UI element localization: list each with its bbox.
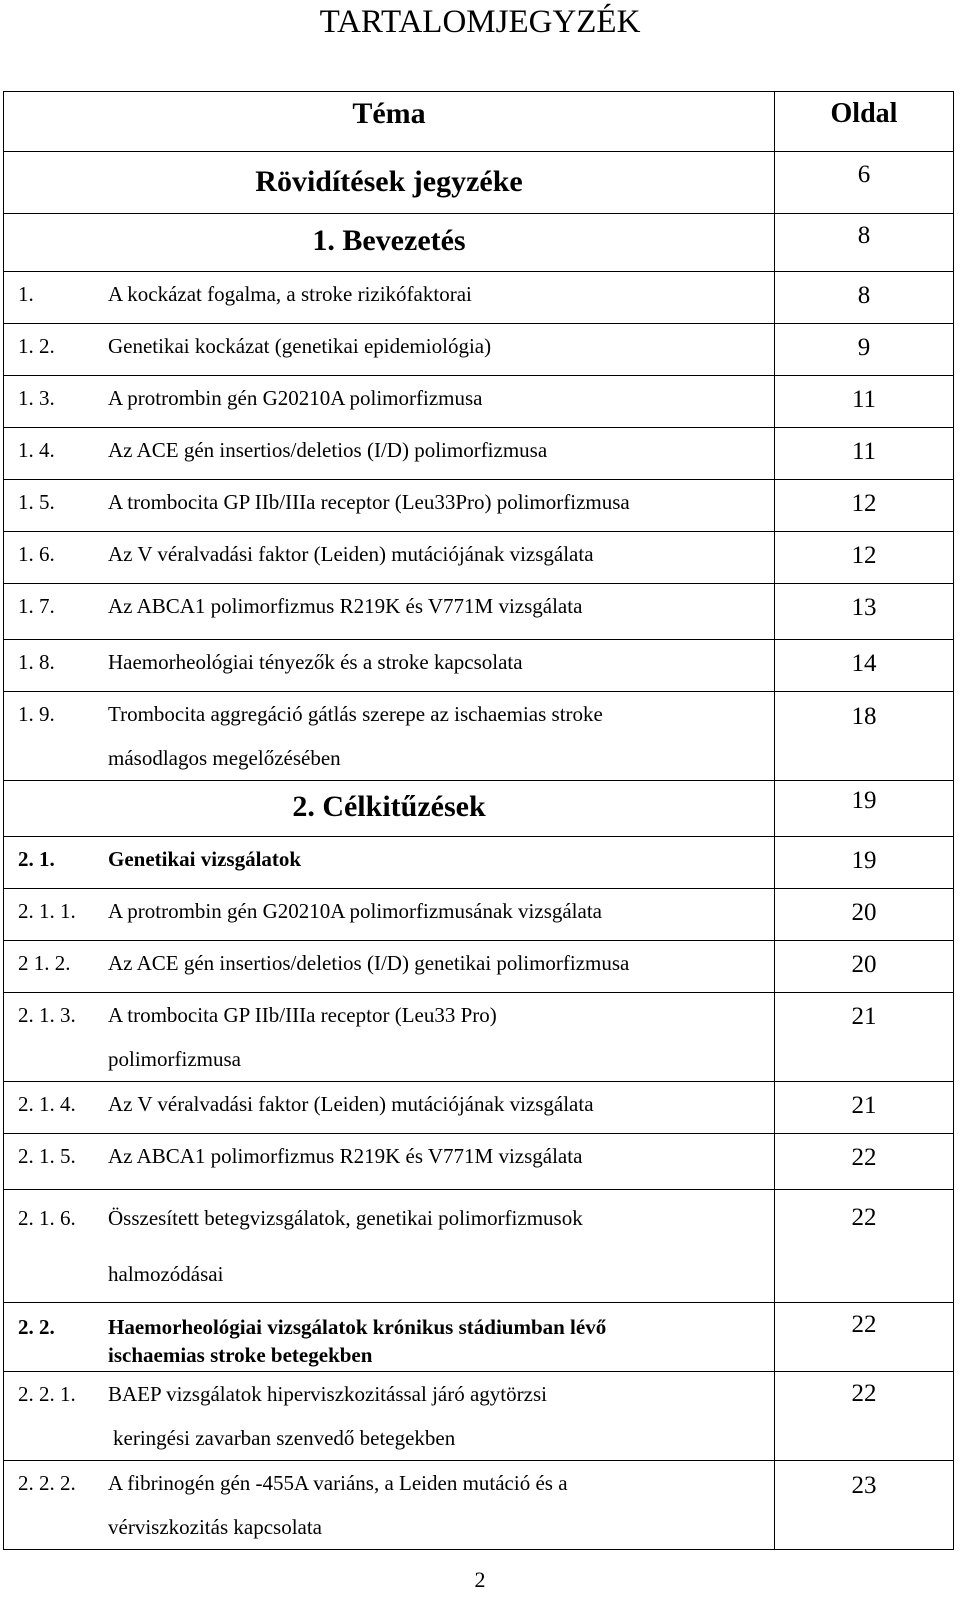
entry-page: [775, 889, 954, 941]
page-value: 19: [851, 787, 877, 814]
entry-text-line2: polimorfizmusa: [108, 1047, 241, 1071]
entry-text-line1: A fibrinogén gén -455A variáns, a Leiden mutáció és a: [108, 1471, 568, 1495]
entry-code: 2. 1. 6.: [18, 1206, 76, 1230]
entry-text: Az ACE gén insertios/deletios (I/D) genetikai polimorfizmusa: [108, 951, 630, 975]
entry-text-line1: Haemorheológiai vizsgálatok krónikus stádiumban lévő: [108, 1315, 607, 1339]
entry-page: [775, 1461, 954, 1550]
entry-text: [108, 1461, 774, 1549]
page-value: 22: [851, 1380, 877, 1407]
toc-entry-row: [4, 480, 954, 532]
page-value: 9: [857, 334, 871, 361]
entry-code: 2. 2.: [18, 1315, 55, 1339]
entry-text-line2: ischaemias stroke betegekben: [108, 1343, 373, 1367]
toc-entry-row: [4, 324, 954, 376]
entry-text: Az ABCA1 polimorfizmus R219K és V771M vizsgálata: [108, 1144, 583, 1168]
entry-cell: [4, 993, 775, 1082]
entry-text-line1: BAEP vizsgálatok hiperviszkozitással járó agytörzsi: [108, 1382, 547, 1406]
page-value: 20: [851, 899, 877, 926]
page-value: 21: [851, 1003, 877, 1030]
page-value: 22: [851, 1311, 877, 1338]
entry-text-line1: Összesített betegvizsgálatok, genetikai polimorfizmusok: [108, 1206, 583, 1230]
toc-entry-row: [4, 941, 954, 993]
page-value: 11: [851, 438, 877, 465]
toc-table: [3, 91, 954, 1550]
entry-text-line2: vérviszkozitás kapcsolata: [108, 1515, 322, 1539]
entry-cell: [4, 480, 775, 532]
entry-cell: [4, 324, 775, 376]
toc-entry-row: [4, 1190, 954, 1303]
toc-entry-row: [4, 640, 954, 692]
entry-cell: [4, 1461, 775, 1550]
toc-entry-row: [4, 1082, 954, 1134]
entry-text: [108, 692, 774, 780]
entry-cell: [4, 941, 775, 993]
entry-page: [775, 941, 954, 993]
entry-code: 2. 1. 5.: [18, 1144, 76, 1168]
entry-cell: [4, 1303, 775, 1372]
entry-page: [775, 324, 954, 376]
entry-cell: [4, 376, 775, 428]
entry-page: [775, 1190, 954, 1303]
entry-code: 1.: [18, 282, 34, 306]
entry-page: [775, 1303, 954, 1372]
entry-page: [775, 1372, 954, 1461]
page-value: 21: [851, 1092, 877, 1119]
entry-text: Az V véralvadási faktor (Leiden) mutációjának vizsgálata: [108, 1092, 594, 1116]
entry-page: [775, 1134, 954, 1190]
entry-code: 2. 1. 3.: [18, 1003, 76, 1027]
entry-text-line2: másodlagos megelőzésében: [108, 746, 341, 770]
section-label: 2. Célkitűzések: [4, 781, 775, 837]
entry-text: Genetikai vizsgálatok: [108, 847, 302, 871]
entry-cell: [4, 1372, 775, 1461]
entry-code: 1. 6.: [18, 542, 55, 566]
entry-page: [775, 376, 954, 428]
entry-code: 1. 5.: [18, 490, 55, 514]
section-row-bev: [4, 214, 954, 272]
entry-text: Az ABCA1 polimorfizmus R219K és V771M vizsgálata: [108, 594, 583, 618]
entry-cell: [4, 1134, 775, 1190]
toc-entry-row: [4, 1303, 954, 1372]
section-page: [775, 214, 954, 272]
entry-page: [775, 272, 954, 324]
page-value: 8: [857, 282, 871, 309]
toc-entry-row: [4, 584, 954, 640]
toc-entry-row: [4, 889, 954, 941]
entry-cell: [4, 584, 775, 640]
entry-cell: [4, 272, 775, 324]
entry-text: A kockázat fogalma, a stroke rizikófaktorai: [108, 282, 472, 306]
entry-text: Az ACE gén insertios/deletios (I/D) polimorfizmusa: [108, 438, 548, 462]
entry-cell: [4, 692, 775, 781]
entry-code: 2. 2. 2.: [18, 1471, 76, 1495]
page-value: 6: [857, 161, 871, 188]
entry-cell: [4, 532, 775, 584]
entry-page: [775, 837, 954, 889]
entry-code: 2. 2. 1.: [18, 1382, 76, 1406]
entry-code: 1. 2.: [18, 334, 55, 358]
entry-code: 2. 1. 4.: [18, 1092, 76, 1116]
entry-cell: [4, 837, 775, 889]
entry-text: A protrombin gén G20210A polimorfizmusának vizsgálata: [108, 899, 602, 923]
section-label: 1. Bevezetés: [4, 214, 775, 272]
entry-cell: [4, 428, 775, 480]
page-value: 18: [851, 703, 877, 730]
entry-cell: [4, 889, 775, 941]
entry-text: [108, 1190, 774, 1302]
page-value: 13: [851, 594, 877, 621]
entry-text-line2: keringési zavarban szenvedő betegekben: [113, 1426, 456, 1450]
entry-code: 1. 9.: [18, 702, 55, 726]
toc-entry-row: [4, 272, 954, 324]
toc-entry-row: [4, 692, 954, 781]
entry-cell: [4, 640, 775, 692]
entry-page: [775, 692, 954, 781]
entry-text: A protrombin gén G20210A polimorfizmusa: [108, 386, 483, 410]
entry-text: [108, 993, 774, 1081]
entry-text: Genetikai kockázat (genetikai epidemiológia): [108, 334, 492, 358]
toc-entry-row: [4, 376, 954, 428]
page-value: 19: [851, 847, 877, 874]
toc-entry-row: [4, 1372, 954, 1461]
entry-page: [775, 993, 954, 1082]
section-page: [775, 152, 954, 214]
entry-code: 1. 7.: [18, 594, 55, 618]
entry-page: [775, 584, 954, 640]
page-value: 22: [851, 1204, 877, 1231]
toc-entry-row: [4, 428, 954, 480]
page-value: 23: [851, 1472, 877, 1499]
entry-text-line1: Trombocita aggregáció gátlás szerepe az ischaemias stroke: [108, 702, 603, 726]
entry-text-line1: A trombocita GP IIb/IIIa receptor (Leu33 Pro): [108, 1003, 497, 1027]
entry-page: [775, 428, 954, 480]
page-value: 22: [851, 1144, 877, 1171]
header-oldal: Oldal: [775, 92, 954, 152]
section-label: Rövidítések jegyzéke: [4, 152, 775, 214]
entry-cell: [4, 1190, 775, 1303]
page-value: 20: [851, 951, 877, 978]
entry-code: 1. 3.: [18, 386, 55, 410]
entry-text: [108, 1313, 774, 1369]
section-page: [775, 781, 954, 837]
page-value: 12: [851, 490, 877, 517]
toc-entry-row: [4, 993, 954, 1082]
toc-header-row: [4, 92, 954, 152]
entry-page: [775, 640, 954, 692]
section-row-celk: [4, 781, 954, 837]
entry-cell: [4, 1082, 775, 1134]
entry-text: A trombocita GP IIb/IIIa receptor (Leu33Pro) polimorfizmusa: [108, 490, 630, 514]
page-value: 14: [851, 650, 877, 677]
header-tema: Téma: [4, 92, 775, 152]
entry-page: [775, 532, 954, 584]
entry-code: 2. 1. 1.: [18, 899, 76, 923]
entry-code: 1. 8.: [18, 650, 55, 674]
toc-entry-row: [4, 837, 954, 889]
page-value: 8: [857, 222, 871, 249]
entry-code: 2. 1.: [18, 847, 55, 871]
entry-text: Haemorheológiai tényezők és a stroke kapcsolata: [108, 650, 523, 674]
page-title: TARTALOMJEGYZÉK: [319, 4, 641, 40]
entry-text: Az V véralvadási faktor (Leiden) mutációjának vizsgálata: [108, 542, 594, 566]
entry-text: [108, 1372, 774, 1460]
entry-code: 2 1. 2.: [18, 951, 71, 975]
page-value: 11: [851, 386, 877, 413]
page-number: 2: [474, 1567, 486, 1592]
section-row-rovid: [4, 152, 954, 214]
toc-entry-row: [4, 532, 954, 584]
page-value: 12: [851, 542, 877, 569]
toc-entry-row: [4, 1134, 954, 1190]
entry-page: [775, 480, 954, 532]
entry-page: [775, 1082, 954, 1134]
entry-code: 1. 4.: [18, 438, 55, 462]
entry-text-line2: halmozódásai: [108, 1262, 224, 1286]
toc-entry-row: [4, 1461, 954, 1550]
